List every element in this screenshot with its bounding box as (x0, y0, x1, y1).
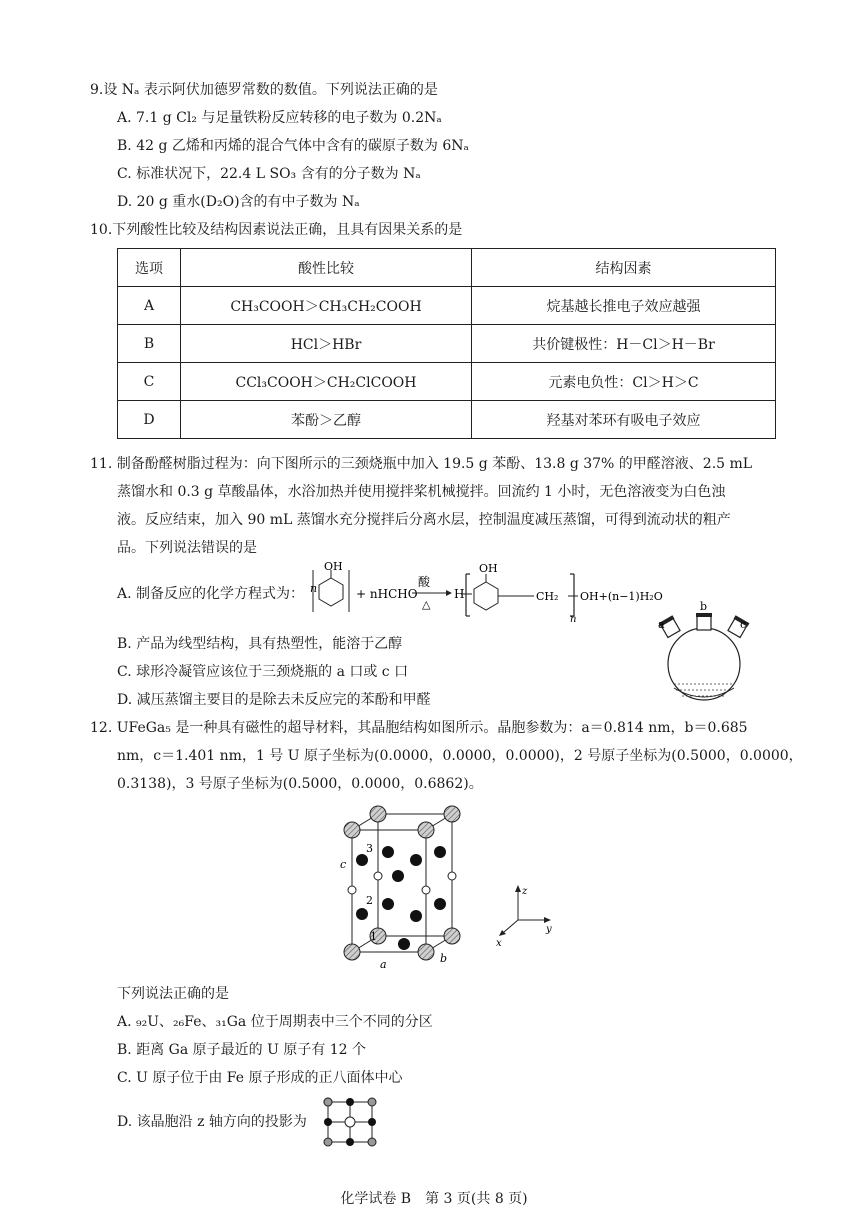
ga-atom (410, 910, 422, 922)
u-atom (344, 822, 360, 838)
ga-atom (434, 846, 446, 858)
table-cell: CH₃COOH＞CH₃CH₂COOH (181, 287, 472, 325)
fe-atom (374, 872, 382, 880)
q9-stem: 9.设 Nₐ 表示阿伏加德罗常数的数值。下列说法正确的是 (90, 82, 438, 98)
cell-label-c: c (340, 858, 347, 871)
fe-atom (348, 886, 356, 894)
ga-atom (346, 1138, 354, 1146)
table-cell: 共价键极性：H－Cl＞H－Br (472, 325, 776, 363)
center-neck (697, 616, 711, 630)
u-atom (418, 944, 434, 960)
q12-option-b: B. 距离 Ga 原子最近的 U 原子有 12 个 (117, 1042, 367, 1058)
u-atom (444, 928, 460, 944)
cell-label-1: 1 (370, 930, 377, 943)
q11-line1: 11. 制备酚醛树脂过程为：向下图所示的三颈烧瓶中加入 19.5 g 苯酚、13.8 g 37% 的甲醛溶液、2.5 mL (90, 456, 753, 472)
ga-atom (324, 1118, 332, 1126)
axis-diagram (490, 880, 560, 950)
table-cell: 烷基越长推电子效应越强 (472, 287, 776, 325)
q9-option-d: D. 20 g 重水(D₂O)含的有中子数为 Nₐ (117, 194, 360, 210)
table-cell: A (118, 287, 181, 325)
table-row (118, 363, 776, 401)
acidity-table (117, 248, 776, 439)
table-cell: HCl＞HBr (181, 325, 472, 363)
ga-atom (410, 854, 422, 866)
fe-atom (345, 1117, 355, 1127)
eq-n-sub: n (570, 614, 577, 624)
q11-option-d: D. 减压蒸馏主要目的是除去未反应完的苯酚和甲醛 (117, 692, 431, 708)
eq-heat-label: △ (422, 598, 431, 611)
axis-label-z: z (522, 886, 528, 897)
u-atom (370, 806, 386, 822)
table-row (118, 325, 776, 363)
q12-option-d: D. 该晶胞沿 z 轴方向的投影为 (117, 1114, 307, 1130)
ga-atom (382, 846, 394, 858)
ga-atom (368, 1118, 376, 1126)
flask-label-b: b (700, 600, 708, 613)
eq-plus-hcho: + nHCHO (356, 587, 418, 601)
cell-label-b: b (440, 952, 448, 965)
u-atom (368, 1098, 376, 1106)
arrow-head (544, 917, 551, 923)
eq-oh: OH (324, 560, 343, 573)
flask-label-a: a (658, 618, 665, 631)
table-header-row (118, 249, 776, 287)
ga-atom (434, 898, 446, 910)
table-cell: 羟基对苯环有吸电子效应 (472, 401, 776, 439)
table-row (118, 401, 776, 439)
u-atom (324, 1138, 332, 1146)
q11-option-c: C. 球形冷凝管应该位于三颈烧瓶的 a 口或 c 口 (117, 664, 409, 680)
q12-line1: 12. UFeGa₅ 是一种具有磁性的超导材料，其晶胞结构如图所示。晶胞参数为：a＝0.814 nm，b＝0.685 (90, 720, 748, 736)
ga-atom (392, 870, 404, 882)
cell-label-a: a (380, 958, 387, 971)
axis-label-y: y (546, 924, 552, 935)
z-projection-diagram (318, 1096, 382, 1148)
q11-option-a-prefix: A. 制备反应的化学方程式为： (117, 586, 305, 602)
q9-option-c: C. 标准状况下，22.4 L SO₃ 含有的分子数为 Nₐ (117, 166, 421, 182)
q12-option-a: A. ₉₂U、₂₆Fe、₃₁Ga 位于周期表中三个不同的分区 (117, 1014, 433, 1030)
table-cell: C (118, 363, 181, 401)
phenol-formaldehyde-equation (306, 560, 666, 624)
ga-atom (346, 1098, 354, 1106)
flask-label-c: c (740, 618, 747, 631)
q10-stem: 10.下列酸性比较及结构因素说法正确，且具有因果关系的是 (90, 222, 463, 238)
ga-atom (356, 908, 368, 920)
table-header: 酸性比较 (181, 249, 472, 287)
q12-option-c: C. U 原子位于由 Fe 原子形成的正八面体中心 (117, 1070, 403, 1086)
table-row (118, 287, 776, 325)
cell-label-3: 3 (366, 842, 373, 855)
fe-atom (422, 886, 430, 894)
table-header: 结构因素 (472, 249, 776, 287)
x-axis (504, 920, 518, 932)
q11-line3: 液。反应结束，加入 90 mL 蒸馏水充分搅拌后分离水层，控制温度减压蒸馏，可得到流动状的粗产 (117, 512, 731, 528)
table-cell: 苯酚＞乙醇 (181, 401, 472, 439)
unit-cell-diagram (332, 800, 474, 972)
table-header: 选项 (118, 249, 181, 287)
table-cell: 元素电负性：Cl＞H＞C (472, 363, 776, 401)
table-cell: CCl₃COOH＞CH₂ClCOOH (181, 363, 472, 401)
table-cell: D (118, 401, 181, 439)
eq-acid-label: 酸 (418, 575, 431, 589)
neck-stopper (696, 613, 712, 617)
ga-atom (356, 854, 368, 866)
u-atom (418, 822, 434, 838)
u-atom (368, 1138, 376, 1146)
arrow-head (446, 590, 452, 596)
u-atom (324, 1098, 332, 1106)
q9-option-b: B. 42 g 乙烯和丙烯的混合气体中含有的碳原子数为 6Nₐ (117, 138, 469, 154)
arrow-head (515, 885, 521, 892)
cell-label-2: 2 (366, 894, 373, 907)
benzene-ring (319, 578, 343, 606)
q12-line2: nm，c＝1.401 nm，1 号 U 原子坐标为(0.0000，0.0000，0.0000)，2 号原子坐标为(0.5000，0.0000， (117, 748, 803, 764)
u-atom (444, 806, 460, 822)
eq-n-left: n (310, 582, 318, 595)
ga-atom (398, 938, 410, 950)
ga-atom (382, 898, 394, 910)
eq-ch2: CH₂ (536, 590, 559, 603)
q12-line3: 0.3138)，3 号原子坐标为(0.5000，0.0000，0.6862)。 (117, 776, 483, 792)
fe-atom (448, 872, 456, 880)
u-atom (344, 944, 360, 960)
eq-oh-2: OH (479, 562, 498, 575)
q12-prompt: 下列说法正确的是 (117, 986, 229, 1002)
axis-label-x: x (496, 938, 502, 949)
benzene-ring (474, 582, 498, 610)
table-cell: B (118, 325, 181, 363)
q11-option-b: B. 产品为线型结构，具有热塑性，能溶于乙醇 (117, 636, 403, 652)
eq-h: H (454, 587, 465, 601)
q11-line2: 蒸馏水和 0.3 g 草酸晶体，水浴加热并使用搅拌桨机械搅拌。回流约 1 小时，无色溶液变为白色浊 (117, 484, 726, 500)
page-footer: 化学试卷 B 第 3 页(共 8 页) (340, 1191, 528, 1207)
flask-body (668, 628, 740, 700)
three-neck-flask-diagram (652, 598, 762, 708)
eq-tail: OH+(n−1)H₂O (580, 590, 663, 603)
q9-option-a: A. 7.1 g Cl₂ 与足量铁粉反应转移的电子数为 0.2Nₐ (117, 110, 442, 126)
q11-line4: 品。下列说法错误的是 (117, 540, 257, 556)
